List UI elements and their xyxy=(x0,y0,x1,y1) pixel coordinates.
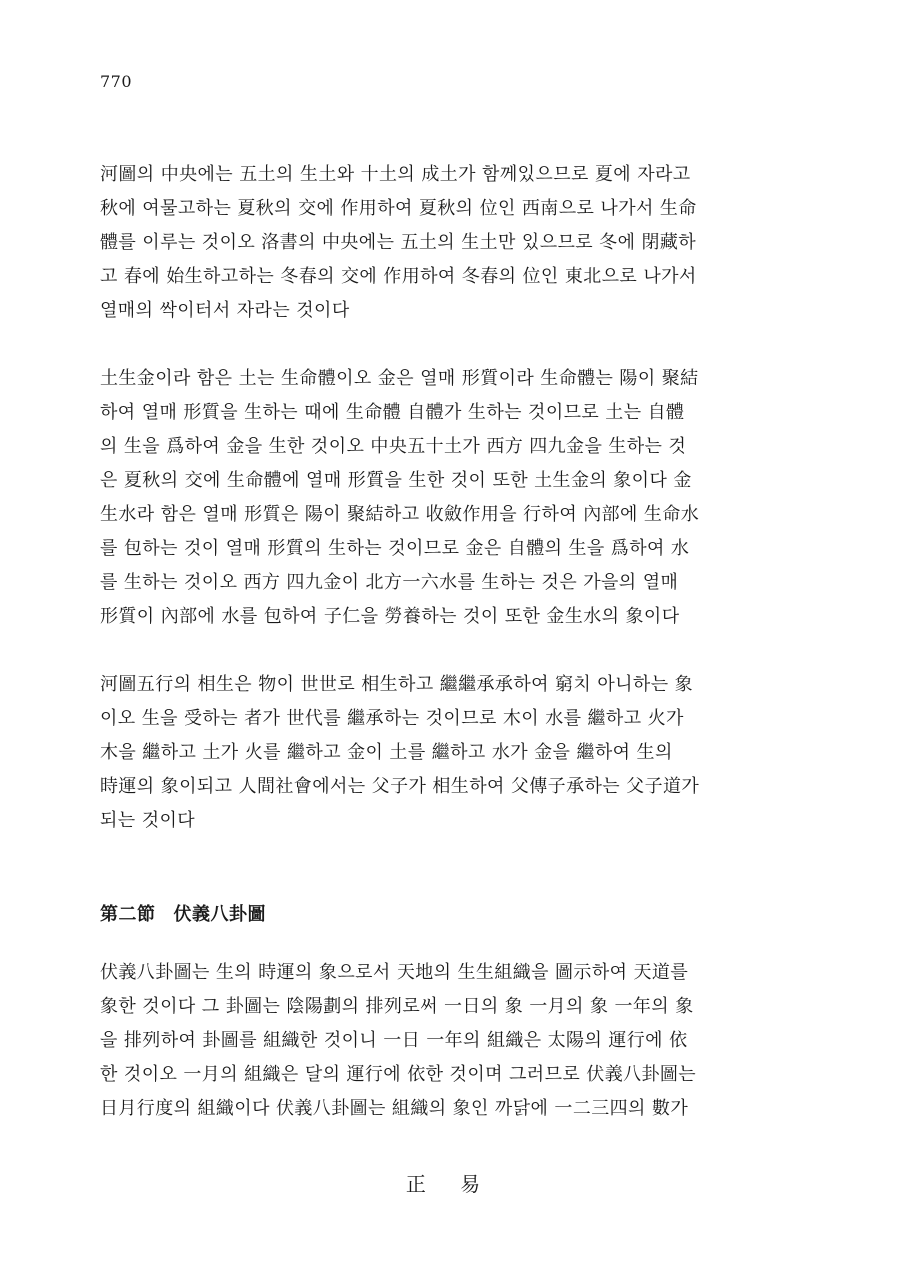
text-line: 이오 生을 受하는 者가 世代를 繼承하는 것이므로 木이 水를 繼하고 火가 xyxy=(100,708,684,729)
section-number: 第二節 xyxy=(100,904,156,925)
text-line: 木을 繼하고 土가 火를 繼하고 金이 土를 繼하고 水가 金을 繼하여 生의 xyxy=(100,742,673,763)
text-line: 고 春에 始生하고하는 冬春의 交에 作用하여 冬春의 位인 東北으로 나가서 xyxy=(100,266,697,287)
paragraph-3 xyxy=(100,668,752,838)
body-text xyxy=(100,158,752,872)
text-line: 을 排列하여 卦圖를 組織한 것이니 一日 一年의 組織은 太陽의 運行에 依 xyxy=(100,1030,688,1051)
text-line: 되는 것이다 xyxy=(100,810,196,831)
text-line: 한 것이오 一月의 組織은 달의 運行에 依한 것이며 그러므로 伏義八卦圖는 xyxy=(100,1064,697,1085)
text-line: 象한 것이다 그 卦圖는 陰陽劃의 排列로써 一日의 象 一月의 象 一年의 象 xyxy=(100,996,694,1017)
text-line: 를 包하는 것이 열매 形質의 生하는 것이므로 金은 自體의 生을 爲하여 水 xyxy=(100,538,690,559)
text-line: 日月行度의 組織이다 伏義八卦圖는 組織의 象인 까닭에 一二三四의 數가 xyxy=(100,1098,689,1119)
text-line: 河圖의 中央에는 五土의 生土와 十土의 成土가 함께있으므로 夏에 자라고 xyxy=(100,164,691,185)
text-line: 은 夏秋의 交에 生命體에 열매 形質을 生한 것이 또한 土生金의 象이다 金 xyxy=(100,470,692,491)
paragraph-2 xyxy=(100,362,752,634)
text-line: 를 生하는 것이오 西方 四九金이 北方一六水를 生하는 것은 가을의 열매 xyxy=(100,572,679,593)
text-line: 秋에 여물고하는 夏秋의 交에 作用하여 夏秋의 位인 西南으로 나가서 生命 xyxy=(100,198,697,219)
text-line: 의 生을 爲하여 金을 生한 것이오 中央五十土가 西方 四九金을 生하는 것 xyxy=(100,436,687,457)
paragraph-1 xyxy=(100,158,752,328)
text-line: 時運의 象이되고 人間社會에서는 父子가 相生하여 父傳子承하는 父子道가 xyxy=(100,776,700,797)
section-title: 伏義八卦圖 xyxy=(173,904,266,925)
text-line: 生水라 함은 열매 形質은 陽이 聚結하고 收斂作用을 行하여 內部에 生命水 xyxy=(100,504,700,525)
text-line: 열매의 싹이터서 자라는 것이다 xyxy=(100,300,350,321)
section-heading xyxy=(100,900,266,926)
text-line: 河圖五行의 相生은 物이 世世로 相生하고 繼繼承承하여 窮치 아니하는 象 xyxy=(100,674,694,695)
section-paragraph xyxy=(100,956,752,1126)
text-line: 土生金이라 함은 土는 生命體이오 金은 열매 形質이라 生命體는 陽이 聚結 xyxy=(100,368,699,389)
running-footer: 正 易 xyxy=(405,1172,495,1196)
text-line: 伏義八卦圖는 生의 時運의 象으로서 天地의 生生組織을 圖示하여 天道를 xyxy=(100,962,689,983)
text-line: 形質이 內部에 水를 包하여 子仁을 勞養하는 것이 또한 金生水의 象이다 xyxy=(100,606,680,627)
text-line: 하여 열매 形質을 生하는 때에 生命體 自體가 生하는 것이므로 土는 自體 xyxy=(100,402,685,423)
page-number: 770 xyxy=(100,72,133,91)
text-line: 體를 이루는 것이오 洛書의 中央에는 五土의 生土만 있으므로 冬에 閉藏하 xyxy=(100,232,697,253)
